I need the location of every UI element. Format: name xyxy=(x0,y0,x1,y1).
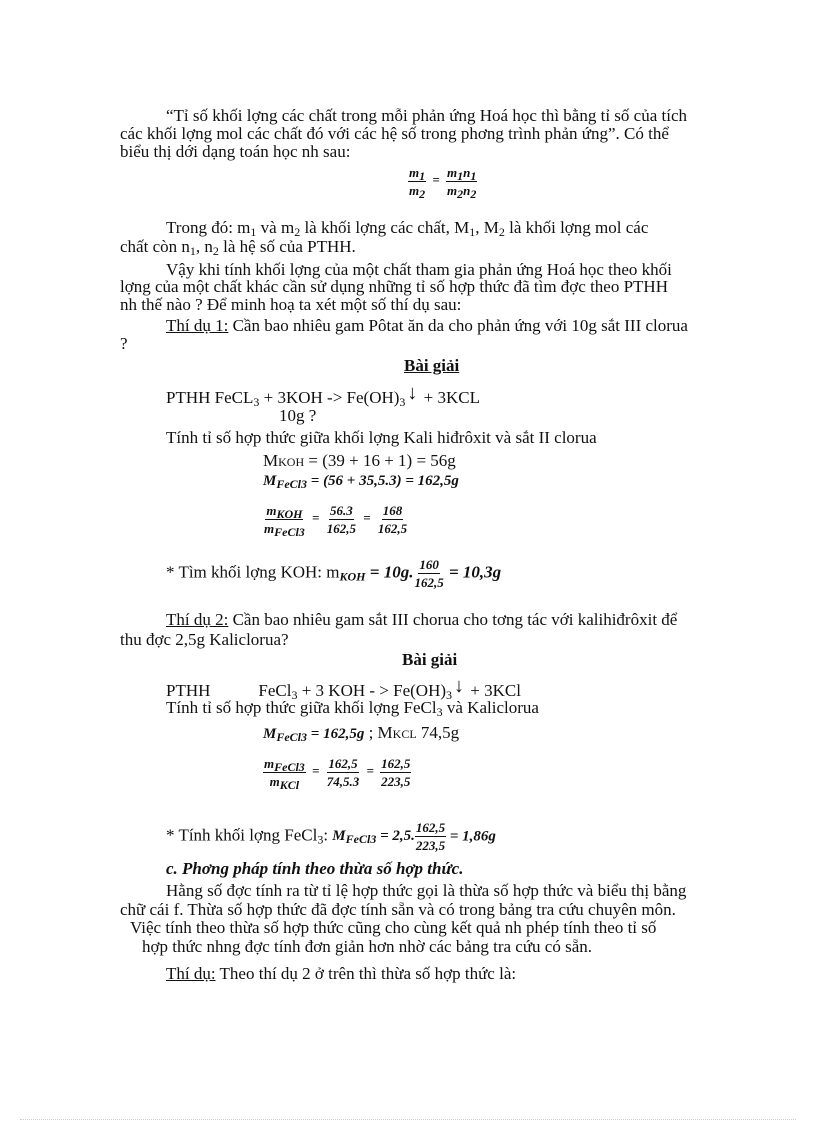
example2-ratio-fraction: $\frac{m_{FeCl3}}{m_{KCl}}$ = $\frac{162,5}{74,5.3}$ = $\frac{162,5}{223,5}$ xyxy=(264,756,411,792)
example2-label: Thí dụ 2: xyxy=(166,610,229,629)
example1-find-mass: * Tìm khối lợng KOH: $m_{KOH} = 10g$. $\frac{160}{162,5}$ = 10,3g xyxy=(166,557,502,590)
example2-question: Thí dụ 2: Cần bao nhiêu gam sắt III chorua cho tơng tác với kalihiđrôxit để xyxy=(166,610,678,629)
example2-molar: $M_{FeCl3} = 162,5g$ ; MKCL 74,5g xyxy=(263,723,460,744)
explain-line-4: lợng của một chất khác cần sử dụng những tỉ số hợp thức đã tìm đợc theo PTHH xyxy=(120,277,668,296)
main-formula: $\frac{m_1}{m_2}$ = $\frac{m_1n_1}{m_2n_2}$ xyxy=(409,165,477,201)
example1-equation: PTHH FeCL$_3$ + $3KOH -> Fe(OH)_3$ ↓ + 3KCL xyxy=(166,382,481,409)
section-c-line-2: chữ cái f. Thừa số hợp thức đã đợc tính sẵn và có trong bảng tra cứu chuyên môn. xyxy=(120,900,676,919)
section-c-heading: c. Phơng pháp tính theo thừa số hợp thức. xyxy=(166,859,464,878)
fraction-168: $\frac{168}{162,5}$ xyxy=(377,503,408,536)
section-c-line-4: hợp thức nhng đợc tính đơn giản hơn nhờ các bảng tra cứu có sẵn. xyxy=(142,937,593,956)
fraction-162-5-over-74-5: $\frac{162,5}{74,5.3}$ xyxy=(326,756,360,789)
explain-line-3: Vậy khi tính khối lợng của một chất tham gia phản ứng Hoá học theo khối xyxy=(166,260,672,279)
footer-divider xyxy=(20,1119,796,1120)
example1-quantities: 10g ? xyxy=(279,406,317,425)
fraction-160: $\frac{160}{162,5}$ xyxy=(414,557,444,590)
intro-line-2: các khối lợng mol các chất đó với các hệ số trong phơng trình phản ứng”. Có thể xyxy=(120,124,669,143)
section-c-line-3: Việc tính theo thừa số hợp thức cũng cho cùng kết quả nh phép tính theo tỉ số xyxy=(130,918,657,937)
down-arrow-icon: ↓ xyxy=(407,382,418,404)
fraction-mfecl3-mkcl: $\frac{m_{FeCl3}}{m_{KCl}}$ xyxy=(264,756,305,792)
section-c-example-label: Thí dụ: xyxy=(166,964,216,983)
example2-find-mass: * Tính khối lợng FeCl$_3$: $M_{FeCl3} = 2,5$. $\frac{162,5}{223,5}$ = 1,86g xyxy=(166,820,496,853)
fraction-162-5-over-223-5-b: $\frac{162,5}{223,5}$ xyxy=(415,820,446,853)
down-arrow-icon: ↓ xyxy=(454,675,465,697)
example2-heading: Bài giải xyxy=(402,650,458,669)
example1-ratio-title: Tính tỉ số hợp thức giữa khối lợng Kali hiđrôxit và sắt II clorua xyxy=(166,428,597,447)
fraction-mkoh-mfecl3: $\frac{m_{KOH}}{m_{FeCl3}}$ xyxy=(264,503,305,539)
example1-question: Thí dụ 1: Cần bao nhiêu gam Pôtat ăn da cho phản ứng với 10g sắt III clorua xyxy=(166,316,688,335)
example2-equation: PTHH FeCl$_3$ + 3 KOH - > $Fe(OH)_3$ ↓ + 3KCl xyxy=(166,675,521,702)
section-c-example: Thí dụ: Theo thí dụ 2 ở trên thì thừa số hợp thức là: xyxy=(166,964,517,983)
fraction-m1-m2: $\frac{m_1}{m_2}$ xyxy=(409,165,426,201)
example2-question-end: thu đợc 2,5g Kaliclorua? xyxy=(120,630,289,649)
section-c-line-1: Hằng số đợc tính ra từ tỉ lệ hợp thức gọi là thừa số hợp thức và biểu thị bằng xyxy=(166,881,687,900)
explain-line-1: Trong đó: $m_1$ và $m_2$ là khối lợng các chất, $M_1$, $M_2$ là khối lợng mol các xyxy=(166,218,649,239)
example1-heading: Bài giải xyxy=(404,356,460,375)
example1-molar-koh: MKOH = (39 + 16 + 1) = 56g xyxy=(263,451,456,470)
fraction-mn: $\frac{m_1n_1}{m_2n_2}$ xyxy=(447,165,477,201)
intro-line-3: biểu thị dới dạng toán học nh sau: xyxy=(120,142,351,161)
example1-molar-fecl3: $M_{FeCl3} = (56 + 35,5.3) = 162,5g$ xyxy=(263,473,459,491)
example1-question-end: ? xyxy=(120,334,128,353)
fraction-56-3: $\frac{56.3}{162,5}$ xyxy=(326,503,356,536)
explain-line-5: nh thế nào ? Để minh hoạ ta xét một số thí dụ sau: xyxy=(120,295,462,314)
explain-line-2: chất còn $n_1$, $n_2$ là hệ số của PTHH. xyxy=(120,237,356,258)
intro-line-1: “Tỉ số khối lợng các chất trong mỗi phản ứng Hoá học thì bằng tỉ số của tích xyxy=(166,106,687,125)
example1-ratio-fraction: $\frac{m_{KOH}}{m_{FeCl3}}$ = $\frac{56.3}{162,5}$ = $\frac{168}{162,5}$ xyxy=(264,503,408,539)
fraction-162-5-over-223-5: $\frac{162,5}{223,5}$ xyxy=(381,756,411,789)
example2-ratio-title: Tính tỉ số hợp thức giữa khối lợng FeCl$_3$ và Kaliclorua xyxy=(166,698,539,719)
example1-label: Thí dụ 1: xyxy=(166,316,229,335)
